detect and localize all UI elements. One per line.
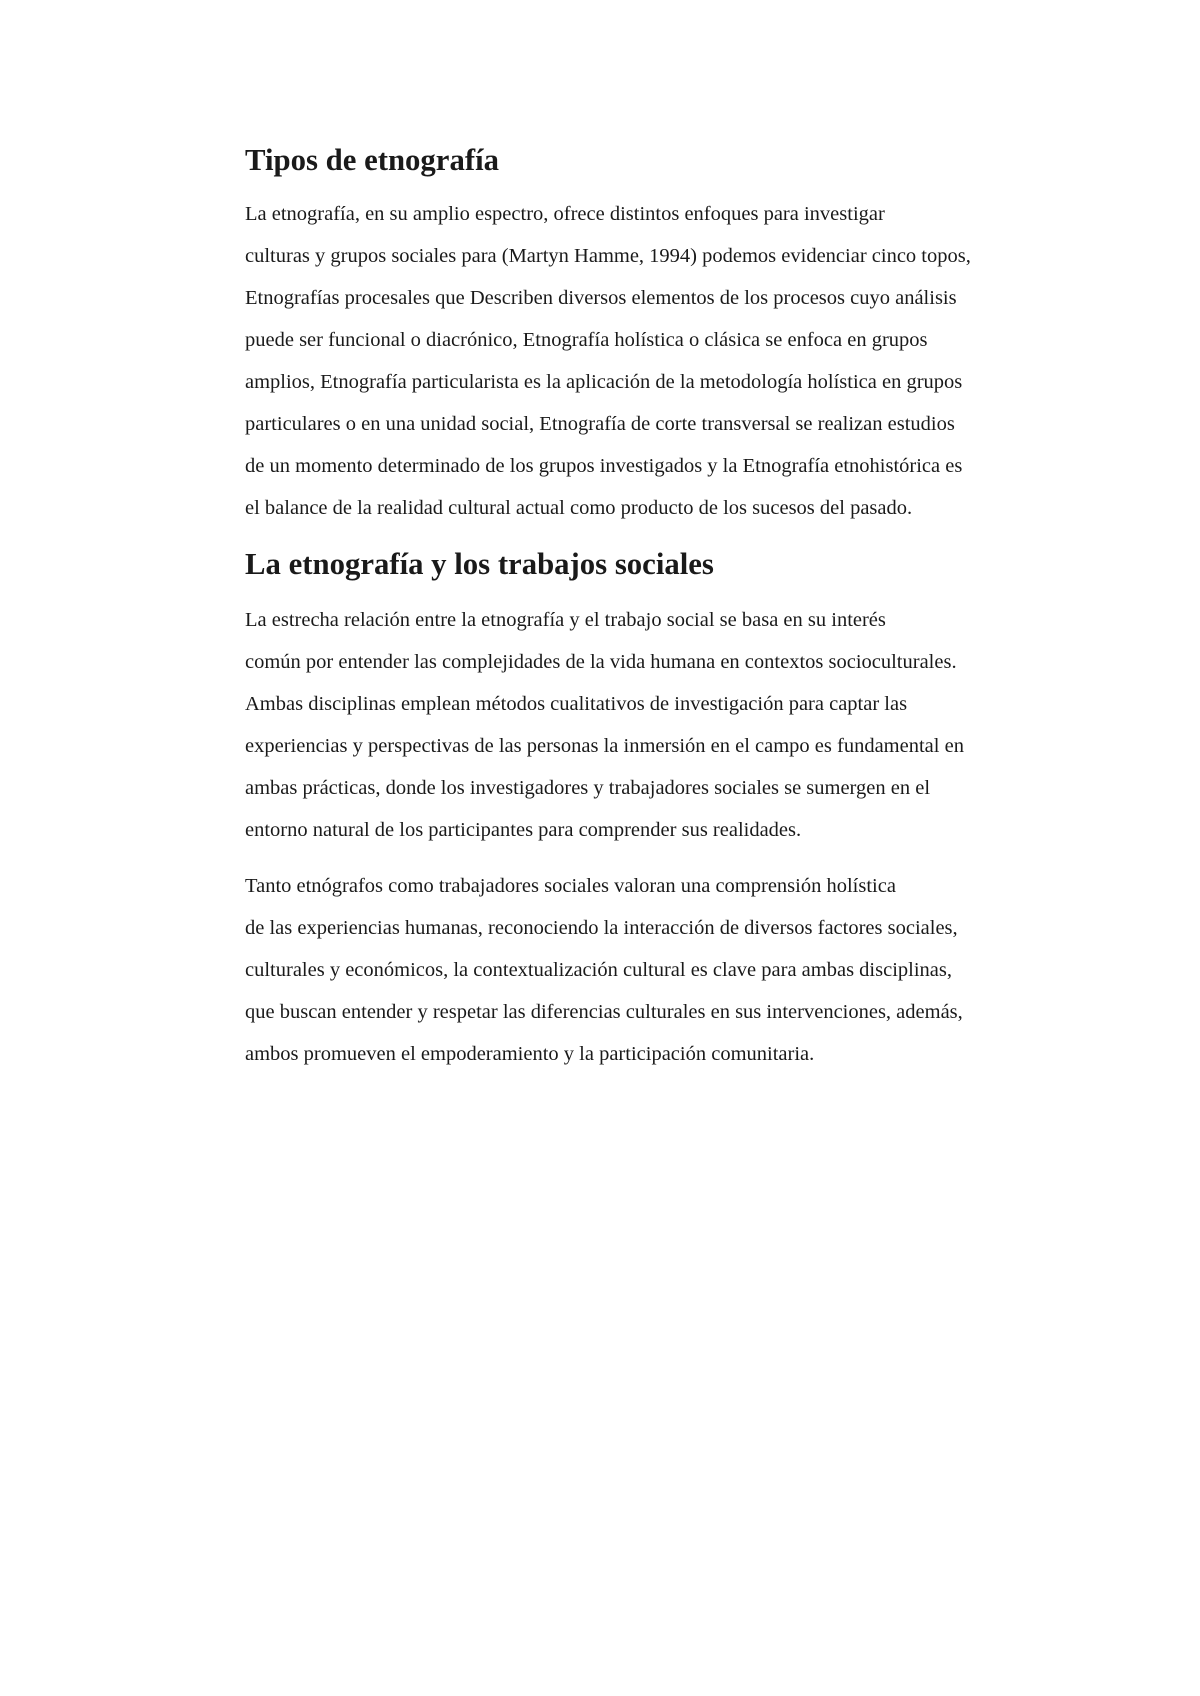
heading-etnografia-y-trabajos-sociales: La etnografía y los trabajos sociales	[245, 547, 714, 581]
text-line: de las experiencias humanas, reconociendo la interacción de diversos factores sociales,	[245, 917, 958, 939]
text-line: Etnografías procesales que Describen diversos elementos de los procesos cuyo análisis	[245, 287, 957, 309]
paragraph-relacion-etnografia-trabajo-social	[173, 599, 1033, 851]
text-line: puede ser funcional o diacrónico, Etnografía holística o clásica se enfoca en grupos	[245, 329, 928, 351]
text-line: experiencias y perspectivas de las personas la inmersión en el campo es fundamental en	[245, 735, 964, 757]
paragraph-tipos-de-etnografia	[173, 193, 1033, 529]
text-line: amplios, Etnografía particularista es la aplicación de la metodología holística en grupos	[245, 371, 963, 393]
text-line: común por entender las complejidades de la vida humana en contextos socioculturales.	[245, 651, 957, 673]
text-line: La etnografía, en su amplio espectro, ofrece distintos enfoques para investigar	[245, 203, 885, 225]
text-line: ambas prácticas, donde los investigadores y trabajadores sociales se sumergen en el	[245, 777, 931, 799]
text-line: de un momento determinado de los grupos investigados y la Etnografía etnohistórica es	[245, 455, 963, 477]
text-line: Ambas disciplinas emplean métodos cualitativos de investigación para captar las	[245, 693, 908, 715]
text-line: entorno natural de los participantes para comprender sus realidades.	[245, 819, 802, 841]
text-line: particulares o en una unidad social, Etnografía de corte transversal se realizan estudios	[245, 413, 955, 435]
text-line: ambos promueven el empoderamiento y la participación comunitaria.	[245, 1043, 815, 1065]
text-line: La estrecha relación entre la etnografía y el trabajo social se basa en su interés	[245, 609, 886, 631]
text-line: Tanto etnógrafos como trabajadores sociales valoran una comprensión holística	[245, 875, 896, 897]
text-line: culturas y grupos sociales para (Martyn Hamme, 1994) podemos evidenciar cinco topos,	[245, 245, 971, 267]
heading-tipos-de-etnografia: Tipos de etnografía	[245, 143, 499, 177]
paragraph-comprension-holistica	[173, 865, 1033, 1075]
text-line: culturales y económicos, la contextualización cultural es clave para ambas disciplinas,	[245, 959, 952, 981]
document-body	[173, 139, 1033, 1075]
text-line: el balance de la realidad cultural actual como producto de los sucesos del pasado.	[245, 497, 913, 519]
text-line: que buscan entender y respetar las diferencias culturales en sus intervenciones, además,	[245, 1001, 963, 1023]
